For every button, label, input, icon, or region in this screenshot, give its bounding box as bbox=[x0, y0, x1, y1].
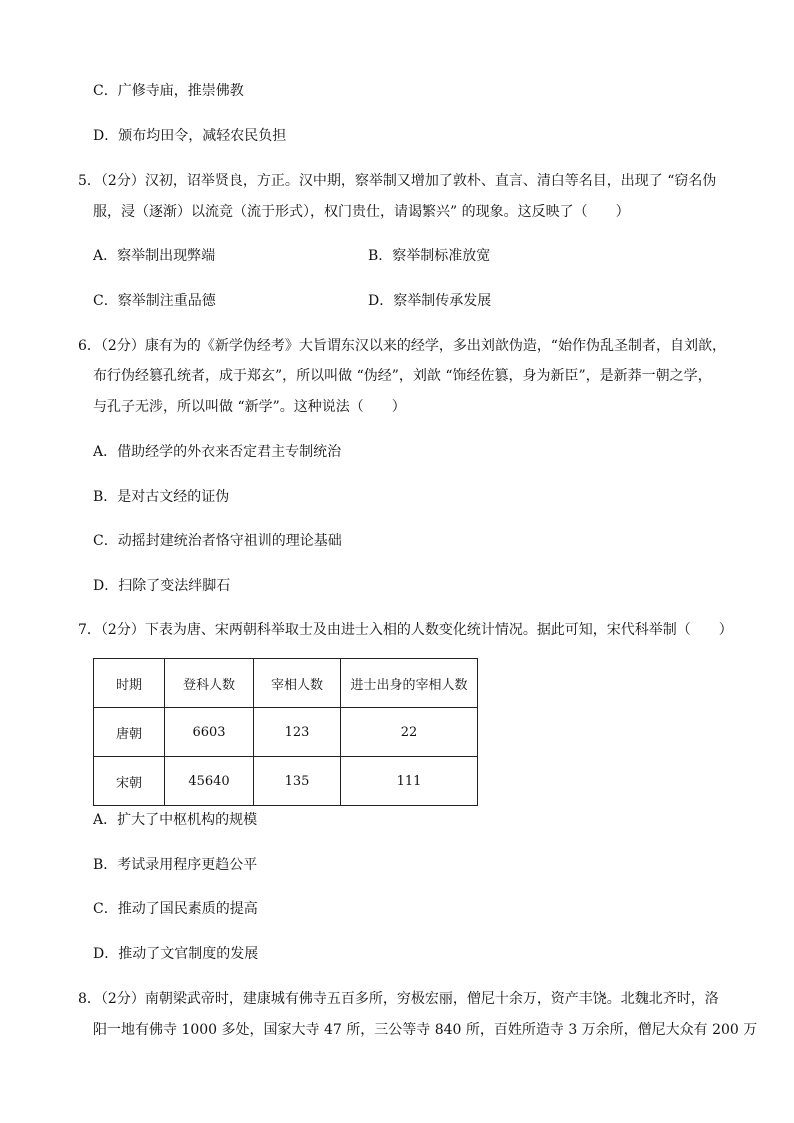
q5-option-a: A．察举制出现弊端 bbox=[93, 248, 216, 264]
table-cell: 135 bbox=[254, 757, 341, 806]
q8-stem-line-1: 8．（2分）南朝梁武帝时，建康城有佛寺五百多所，穷极宏丽，僧尼十余万，资产丰饶。北魏北齐时，洛 bbox=[78, 991, 719, 1007]
table-header-cell: 宰相人数 bbox=[254, 659, 341, 708]
q6-option-d: D．扫除了变法绊脚石 bbox=[93, 578, 231, 594]
q5-option-c: C．察举制注重品德 bbox=[93, 293, 216, 309]
table-cell: 22 bbox=[341, 708, 478, 757]
q7-option-c: C．推动了国民素质的提高 bbox=[93, 901, 258, 917]
table-cell: 6603 bbox=[165, 708, 254, 757]
table-cell: 45640 bbox=[165, 757, 254, 806]
table-row bbox=[94, 708, 478, 757]
table-cell: 123 bbox=[254, 708, 341, 757]
table-header-cell: 时期 bbox=[94, 659, 165, 708]
q6-option-a: A．借助经学的外衣来否定君主专制统治 bbox=[93, 444, 342, 460]
q5-option-b: B．察举制标准放宽 bbox=[368, 248, 491, 264]
q4-option-c: C．广修寺庙，推崇佛教 bbox=[93, 83, 244, 99]
q5-stem-line-2: 服，浸（逐渐）以流竞（流于形式），权门贵仕，请谒繁兴” 的现象。这反映了（ ） bbox=[93, 204, 630, 220]
table-cell: 宋朝 bbox=[94, 757, 165, 806]
q7-option-b: B．考试录用程序更趋公平 bbox=[93, 857, 258, 873]
q5-option-d: D．察举制传承发展 bbox=[368, 293, 492, 309]
q6-stem-line-3: 与孔子无涉，所以叫做 “新学”。这种说法（ ） bbox=[93, 399, 406, 415]
q8-stem-line-2: 阳一地有佛寺 1000 多处，国家大寺 47 所，三公等寺 840 所，百姓所造寺 3 万余所，僧尼大众有 200 万 bbox=[93, 1022, 758, 1038]
q7-stem: 7．（2分）下表为唐、宋两朝科举取士及由进士入相的人数变化统计情况。据此可知，宋代科举制（ ） bbox=[78, 622, 733, 638]
q6-stem-line-1: 6．（2分）康有为的《新学伪经考》大旨谓东汉以来的经学，多出刘歆伪造，“始作伪乱圣制者，自刘歆， bbox=[78, 338, 726, 354]
q5-stem-line-1: 5．（2分）汉初，诏举贤良，方正。汉中期，察举制又增加了敦朴、直言、清白等名目，出现了 “窃名伪 bbox=[78, 173, 717, 189]
q6-option-c: C．动摇封建统治者恪守祖训的理论基础 bbox=[93, 533, 342, 549]
q7-option-a: A．扩大了中枢机构的规模 bbox=[93, 812, 258, 828]
table-header-cell: 进士出身的宰相人数 bbox=[341, 659, 478, 708]
table-header-cell: 登科人数 bbox=[165, 659, 254, 708]
stats-table bbox=[93, 658, 478, 806]
q4-option-d: D．颁布均田令，减轻农民负担 bbox=[93, 128, 287, 144]
q6-option-b: B．是对古文经的证伪 bbox=[93, 489, 230, 505]
table-cell: 111 bbox=[341, 757, 478, 806]
q7-option-d: D．推动了文官制度的发展 bbox=[93, 946, 259, 962]
table-cell: 唐朝 bbox=[94, 708, 165, 757]
table-header-row bbox=[94, 659, 478, 708]
table-row bbox=[94, 757, 478, 806]
q6-stem-line-2: 布行伪经篡孔统者，成于郑玄”，所以叫做 “伪经”，刘歆 “饰经佐篡，身为新臣”，是新莽一朝之学， bbox=[93, 368, 712, 384]
